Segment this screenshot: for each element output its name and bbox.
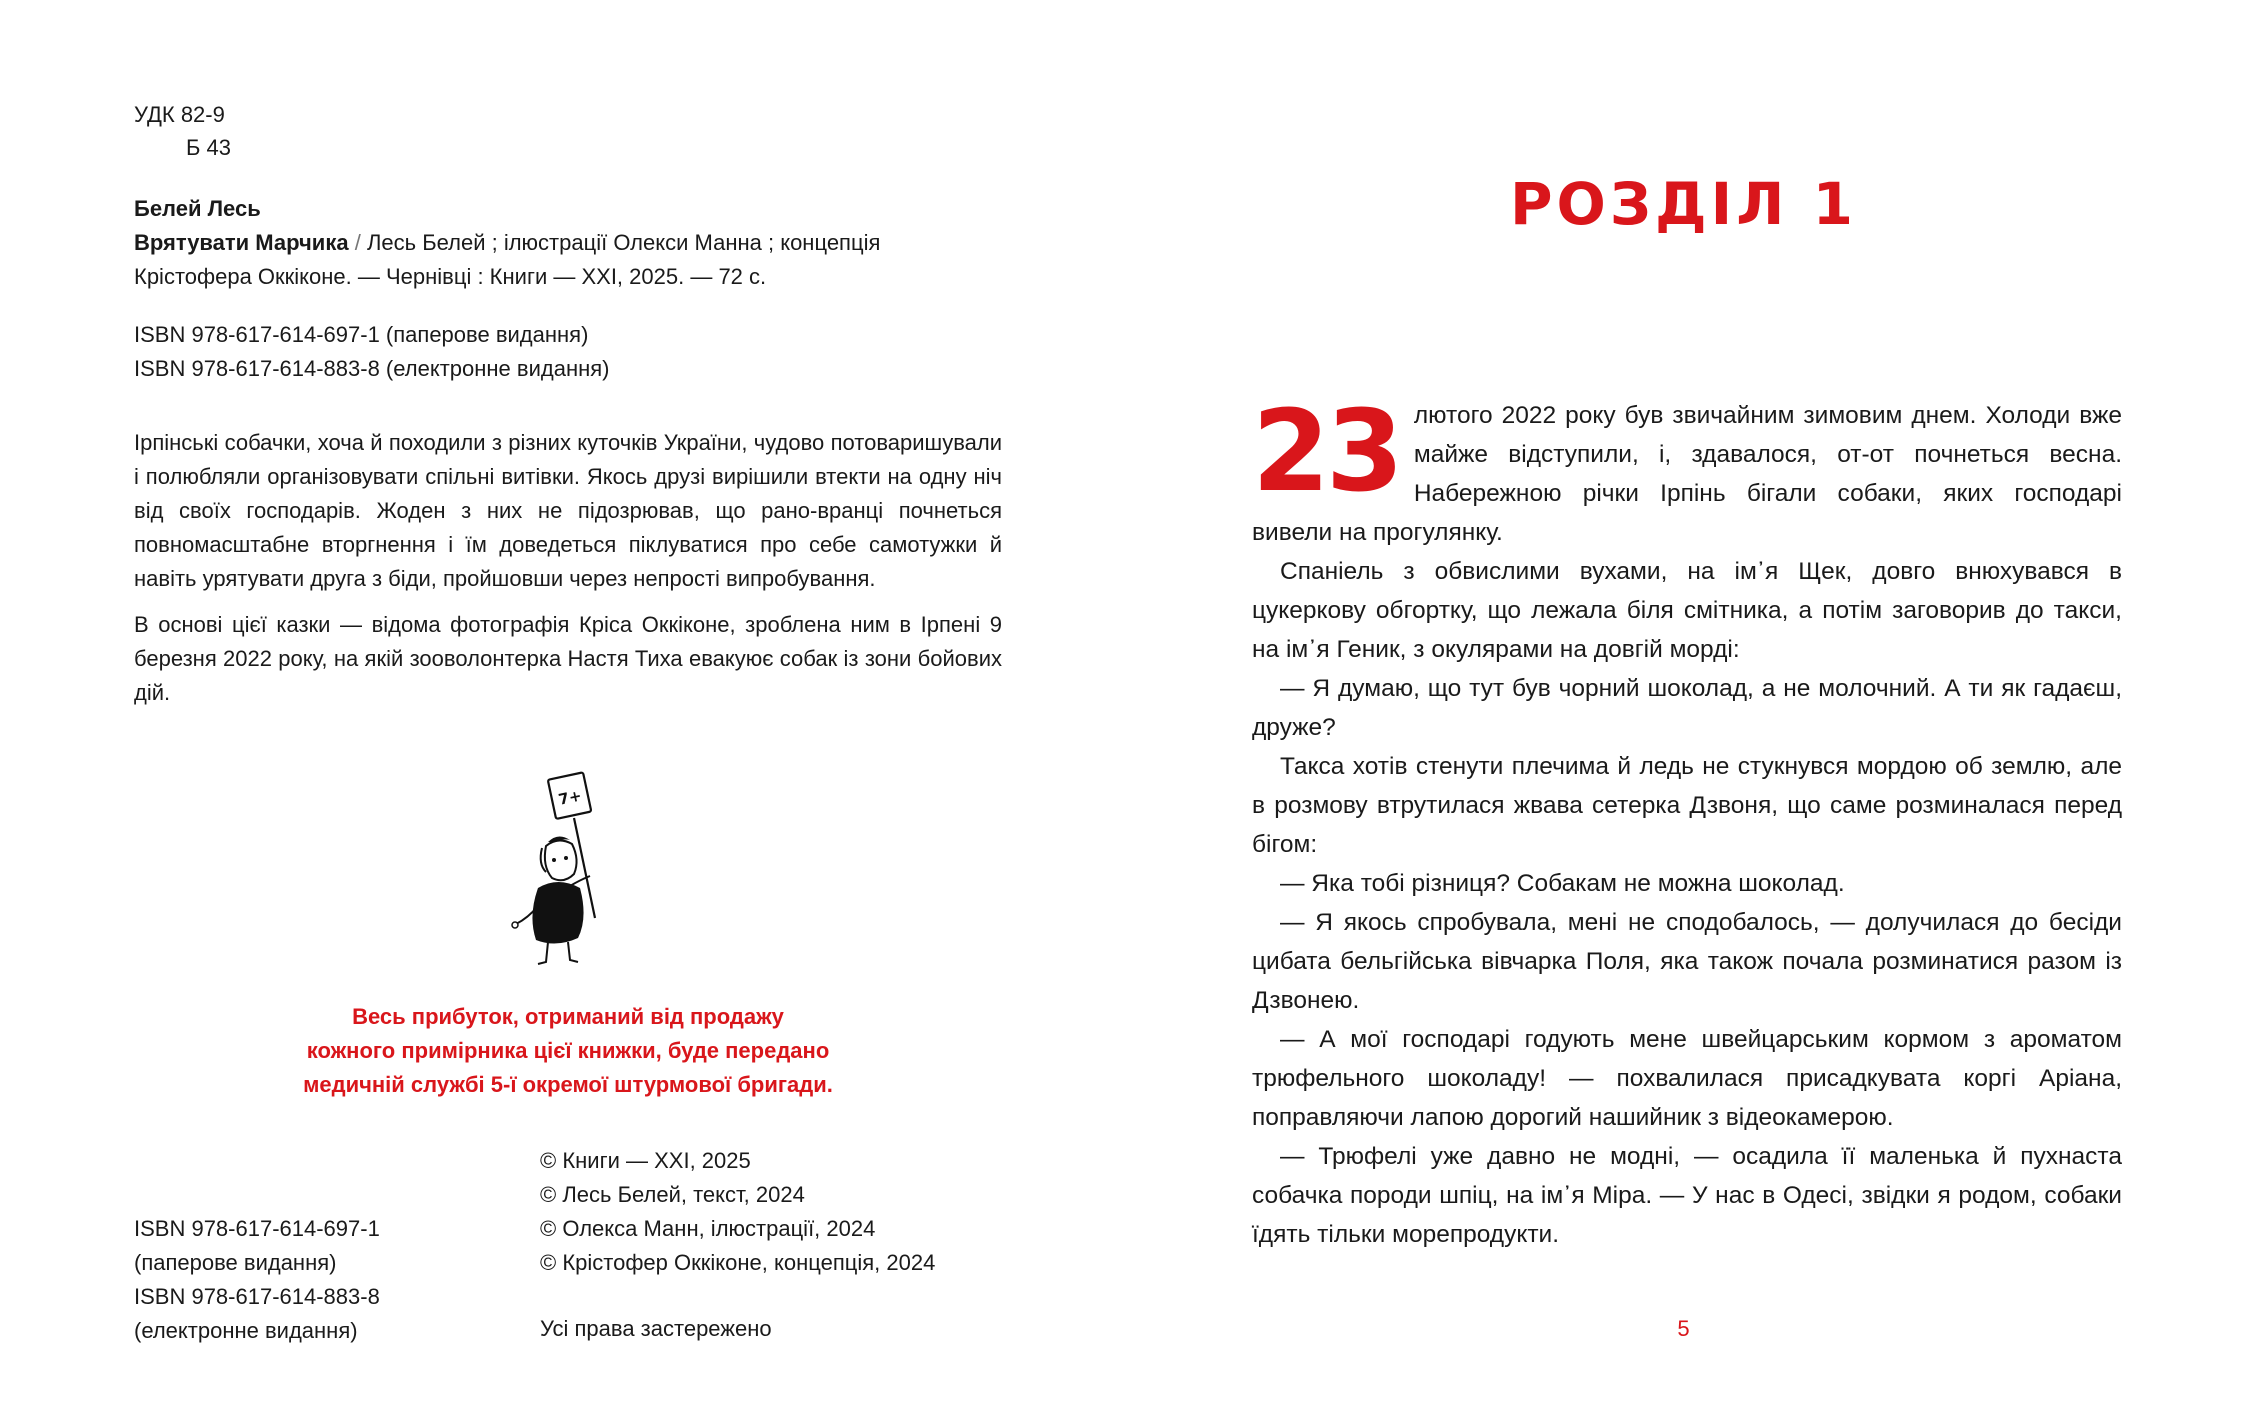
story-paragraph: Спаніель з обвислими вухами, на ім᾿я Щек, довго внюхувався в цукеркову обгортку, що лежала біля смітника, а потім заговорив до такси, на ім᾿я Геник, з окулярами на довгій морді: <box>1252 558 2122 663</box>
story-paragraph: — Я думаю, що тут був чорний шоколад, а не молочний. А ти як гадаєш, друже? <box>1252 675 2122 741</box>
isbn-block <box>134 318 610 386</box>
bib-author: Белей Лесь <box>134 196 261 221</box>
age-sign-text: 7+ <box>556 786 584 809</box>
bib-slash: / <box>354 230 361 255</box>
story-paragraph: Такса хотів стенути плечима й ледь не стукнувся мордою об землю, але в розмову втрутилася жвава сетерка Дзвоня, що саме розминалася перед бігом: <box>1252 753 2122 858</box>
isbn-bottom-block <box>134 1212 380 1348</box>
drop-cap: 23 <box>1252 387 1400 517</box>
annotation <box>134 426 1002 722</box>
copyright-block <box>540 1144 935 1280</box>
annotation-paragraph: Ірпінські собачки, хоча й походили з різних куточків України, чудово потоваришували і полюбляли організовувати спільні витівки. Якось друзі вирішили втекти на одну ніч від своїх господарів. Жоден з них не підозрював, що рано-вранці почнеться повномасштабне вторгнення і їм доведеться піклуватися про себе самотужки й навіть урятувати друга з біди, пройшовши через непрості випробування. <box>134 430 1002 591</box>
isbn-bottom-line: (паперове видання) <box>134 1250 337 1275</box>
first-paragraph-text: лютого 2022 року був звичайним зимовим днем. Холоди вже майже відступили, і, здавалося, от-от почнеться весна. Набережною річки Ірпінь бігали собаки, яких господарі вивели на прогулянку. <box>1252 402 2122 546</box>
story-paragraph: — Я якось спробувала, мені не сподобалось, — долучилася до бесіди цибата бельгійська вівчарка Поля, яка також почала розминатися разом із Дзвонею. <box>1252 909 2122 1014</box>
udk-block <box>134 98 231 164</box>
rights-reserved: Усі права застережено <box>540 1316 772 1341</box>
chapter-title: РОЗДІЛ 1 <box>1510 170 1857 238</box>
bibliographic-record <box>134 192 1002 294</box>
copyright-line: © Крістофер Оккіконе, концепція, 2024 <box>540 1250 936 1275</box>
bib-title: Врятувати Марчика <box>134 230 349 255</box>
donation-line: медичній службі 5-ї окремої штурмової бригади. <box>303 1072 833 1097</box>
donation-line: кожного примірника цієї книжки, буде передано <box>306 1038 830 1063</box>
bib-details: Лесь Белей ; ілюстрації Олекси Манна ; концепція Крістофера Оккіконе. — Чернівці : Книги — ХХІ, 2025. — 72 с. <box>134 230 881 289</box>
first-paragraph <box>1252 387 2122 552</box>
copyright-line: © Книги — ХХІ, 2025 <box>540 1148 751 1173</box>
dog-with-age-sign-illustration <box>508 768 618 968</box>
isbn-bottom-line: ISBN 978-617-614-697-1 <box>134 1216 380 1241</box>
right-page <box>1122 0 2245 1418</box>
donation-line: Весь прибуток, отриманий від продажу <box>352 1004 784 1029</box>
annotation-paragraph: В основі цієї казки — відома фотографія Кріса Оккіконе, зроблена ним в Ірпені 9 березня 2022 року, на якій зооволонтерка Настя Тиха евакуює собак із зони бойових дій. <box>134 612 1002 705</box>
author-mark: Б 43 <box>186 135 232 160</box>
copyright-line: © Олекса Манн, ілюстрації, 2024 <box>540 1216 876 1241</box>
story-text <box>1252 387 2122 1254</box>
left-page <box>0 0 1122 1418</box>
isbn-line: ISBN 978-617-614-697-1 (паперове видання) <box>134 322 589 347</box>
isbn-bottom-line: (електронне видання) <box>134 1318 358 1343</box>
isbn-line: ISBN 978-617-614-883-8 (електронне видання) <box>134 356 610 381</box>
isbn-bottom-line: ISBN 978-617-614-883-8 <box>134 1284 380 1309</box>
story-paragraph: — А мої господарі годують мене швейцарським кормом з ароматом трюфельного шоколаду! — похвалилася присадкувата коргі Аріана, поправляючи лапою дорогий нашийник з відеокамерою. <box>1252 1026 2122 1131</box>
donation-notice <box>134 1000 1002 1102</box>
story-paragraph: — Яка тобі різниця? Собакам не можна шоколад. <box>1280 870 1845 897</box>
copyright-line: © Лесь Белей, текст, 2024 <box>540 1182 805 1207</box>
story-paragraph: — Трюфелі уже давно не модні, — осадила її маленька й пухнаста собачка породи шпіц, на ім᾿я Міра. — У нас в Одесі, звідки я родом, собаки їдять тільки морепродукти. <box>1252 1143 2122 1248</box>
page-number: 5 <box>1677 1316 1690 1341</box>
udk-code: УДК 82-9 <box>134 102 225 127</box>
